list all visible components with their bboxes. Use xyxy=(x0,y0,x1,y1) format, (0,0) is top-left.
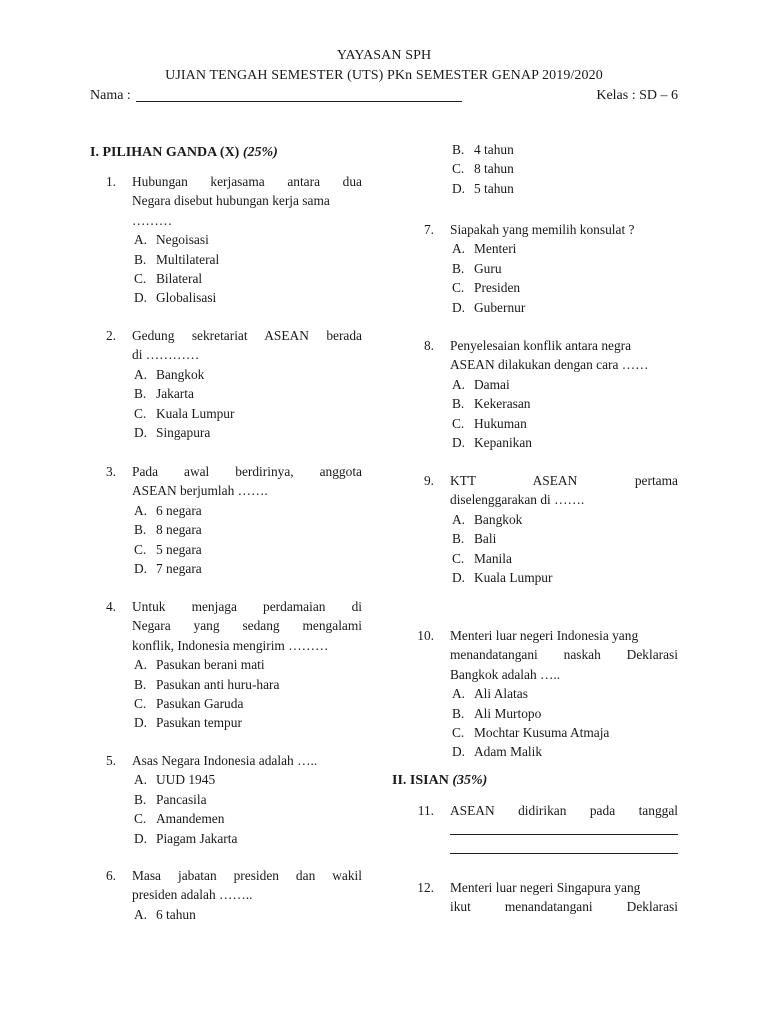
option-text: Guru xyxy=(474,260,502,276)
option-text: Kuala Lumpur xyxy=(156,405,235,421)
option-letter: C. xyxy=(452,280,465,296)
option-text: UUD 1945 xyxy=(156,772,216,788)
option-letter: D. xyxy=(452,180,466,196)
question-number: 12. xyxy=(417,880,434,895)
option-letter: D. xyxy=(134,425,148,440)
question-text-line: Untuk menjaga perdamaian di xyxy=(132,599,362,614)
option-letter: A. xyxy=(134,232,148,248)
option-letter: D. xyxy=(134,715,148,731)
question-text-line: KTT ASEAN pertama xyxy=(450,473,678,488)
section-2-title xyxy=(392,771,487,790)
class-label: Kelas : SD – 6 xyxy=(596,88,678,103)
option-letter: D. xyxy=(134,561,148,576)
option-letter: D. xyxy=(134,290,148,306)
option-text: Multilateral xyxy=(156,251,220,267)
option-letter: B. xyxy=(134,522,147,538)
option-letter: B. xyxy=(134,791,147,807)
option-text: Amandemen xyxy=(156,811,225,827)
option-letter: B. xyxy=(452,705,465,721)
question-text-line: ikut menandatangani Deklarasi xyxy=(450,899,678,915)
option-text: Hukuman xyxy=(474,415,527,431)
question-number: 7. xyxy=(423,222,434,237)
question-number: 6. xyxy=(105,868,116,883)
option-letter: A. xyxy=(134,502,148,518)
option-text: Ali Alatas xyxy=(474,686,528,702)
question-number: 9. xyxy=(423,473,434,488)
option-text: 4 tahun xyxy=(474,142,514,157)
option-letter: D. xyxy=(452,435,466,450)
question-text-line: Asas Negara Indonesia adalah ….. xyxy=(132,753,318,768)
question-text-line: Pada awal berdirinya, anggota xyxy=(132,464,362,479)
option-text: Menteri xyxy=(474,241,517,257)
section-1-label: I. PILIHAN GANDA (X) xyxy=(90,145,240,160)
option-text: 7 negara xyxy=(156,561,202,576)
answer-blank-line[interactable] xyxy=(450,853,678,854)
school-name: YAYASAN SPH xyxy=(336,48,432,63)
question-number: 3. xyxy=(105,464,116,479)
option-letter: B. xyxy=(452,531,465,547)
option-text: 5 tahun xyxy=(474,180,514,196)
option-text: Pasukan tempur xyxy=(156,715,242,731)
option-text: Mochtar Kusuma Atmaja xyxy=(474,725,610,740)
option-letter: C. xyxy=(134,405,147,421)
option-text: Ali Murtopo xyxy=(474,705,542,721)
question-text-line: di ………… xyxy=(132,347,200,363)
name-blank-line xyxy=(136,101,462,102)
option-letter: B. xyxy=(134,251,147,267)
option-letter: A. xyxy=(452,376,466,392)
option-letter: B. xyxy=(134,676,147,692)
question-number: 4. xyxy=(105,599,116,614)
question-text-line: ASEAN didirikan pada tanggal xyxy=(450,803,678,818)
option-letter: A. xyxy=(134,366,148,382)
option-text: Jakarta xyxy=(156,386,194,402)
section-2-label: II. ISIAN xyxy=(392,773,449,788)
option-letter: D. xyxy=(452,744,466,760)
option-letter: C. xyxy=(134,811,147,827)
option-letter: C. xyxy=(452,725,465,740)
question-text-line: menandatangani naskah Deklarasi xyxy=(450,647,678,663)
question-number: 11. xyxy=(417,803,434,818)
option-text: Gubernur xyxy=(474,299,526,315)
option-letter: C. xyxy=(452,161,465,177)
option-text: 6 tahun xyxy=(156,906,196,922)
option-text: 8 negara xyxy=(156,522,202,538)
option-letter: C. xyxy=(134,541,147,557)
option-text: Damai xyxy=(474,376,510,392)
question-text-line: Menteri luar negeri Singapura yang xyxy=(450,880,641,895)
question-text-line: Bangkok adalah ….. xyxy=(450,666,561,682)
question-text-line: diselenggarakan di ……. xyxy=(450,492,585,508)
option-text: 8 tahun xyxy=(474,161,514,177)
question-text-line: Masa jabatan presiden dan wakil xyxy=(132,868,362,883)
option-letter: B. xyxy=(134,386,147,402)
question-number: 2. xyxy=(105,328,116,343)
question-text-line: Hubungan kerjasama antara dua xyxy=(132,174,362,189)
question-text-line: Penyelesaian konflik antara negra xyxy=(450,338,632,353)
option-text: Bangkok xyxy=(474,511,523,527)
option-letter: B. xyxy=(452,260,465,276)
option-letter: C. xyxy=(452,415,465,431)
exam-title: UJIAN TENGAH SEMESTER (UTS) PKn SEMESTER GENAP 2019/2020 xyxy=(165,68,603,83)
question-text-line: presiden adalah …….. xyxy=(132,887,253,903)
option-text: Singapura xyxy=(156,425,211,440)
option-text: 5 negara xyxy=(156,541,202,557)
option-text: Negoisasi xyxy=(156,232,209,248)
name-label: Nama : xyxy=(90,88,131,103)
section-1-weight: (25%) xyxy=(242,145,278,160)
question-text-line: Menteri luar negeri Indonesia yang xyxy=(450,628,639,643)
option-text: Pancasila xyxy=(156,791,207,807)
option-letter: D. xyxy=(452,299,466,315)
question-text-line: Siapakah yang memilih konsulat ? xyxy=(450,222,635,237)
option-letter: C. xyxy=(452,550,465,566)
question-text-line: Negara yang sedang mengalami xyxy=(132,618,362,634)
option-text: Manila xyxy=(474,550,512,566)
option-text: Kekerasan xyxy=(474,396,531,412)
question-number: 8. xyxy=(423,338,434,353)
option-text: Kepanikan xyxy=(474,435,533,450)
option-letter: A. xyxy=(452,686,466,702)
option-letter: D. xyxy=(452,570,466,585)
option-text: Globalisasi xyxy=(156,290,217,306)
question-text-line: ASEAN berjumlah ……. xyxy=(132,483,268,499)
question-number: 10. xyxy=(417,628,434,643)
option-text: Presiden xyxy=(474,280,521,296)
section-2-weight: (35%) xyxy=(452,773,488,788)
question-text-line: Negara disebut hubungan kerja sama xyxy=(132,193,330,209)
option-letter: A. xyxy=(452,511,466,527)
option-text: 6 negara xyxy=(156,502,202,518)
option-text: Piagam Jakarta xyxy=(156,830,238,846)
question-text-line: konflik, Indonesia mengirim ……… xyxy=(132,637,329,653)
option-text: Kuala Lumpur xyxy=(474,570,553,585)
option-letter: B. xyxy=(452,396,465,412)
option-letter: A. xyxy=(134,772,148,788)
question-text-line: Gedung sekretariat ASEAN berada xyxy=(132,328,362,343)
option-letter: A. xyxy=(452,241,466,257)
question-number: 1. xyxy=(105,174,116,189)
section-1-title xyxy=(90,143,278,162)
option-letter: A. xyxy=(134,657,148,673)
option-text: Pasukan Garuda xyxy=(156,696,244,711)
option-letter: C. xyxy=(134,271,147,286)
option-letter: A. xyxy=(134,906,148,922)
question-number: 5. xyxy=(105,753,116,768)
answer-blank-line[interactable] xyxy=(450,834,678,835)
name-class-row xyxy=(90,86,678,106)
question-text-line: ……… xyxy=(132,212,173,228)
option-letter: C. xyxy=(134,696,147,711)
option-text: Bilateral xyxy=(156,271,203,286)
option-text: Adam Malik xyxy=(474,744,543,760)
question-text-line: ASEAN dilakukan dengan cara …… xyxy=(450,357,649,373)
option-letter: D. xyxy=(134,830,148,846)
option-text: Bangkok xyxy=(156,366,205,382)
option-text: Pasukan anti huru-hara xyxy=(156,676,280,692)
option-letter: B. xyxy=(452,142,465,157)
option-text: Bali xyxy=(474,531,497,547)
option-text: Pasukan berani mati xyxy=(156,657,265,673)
